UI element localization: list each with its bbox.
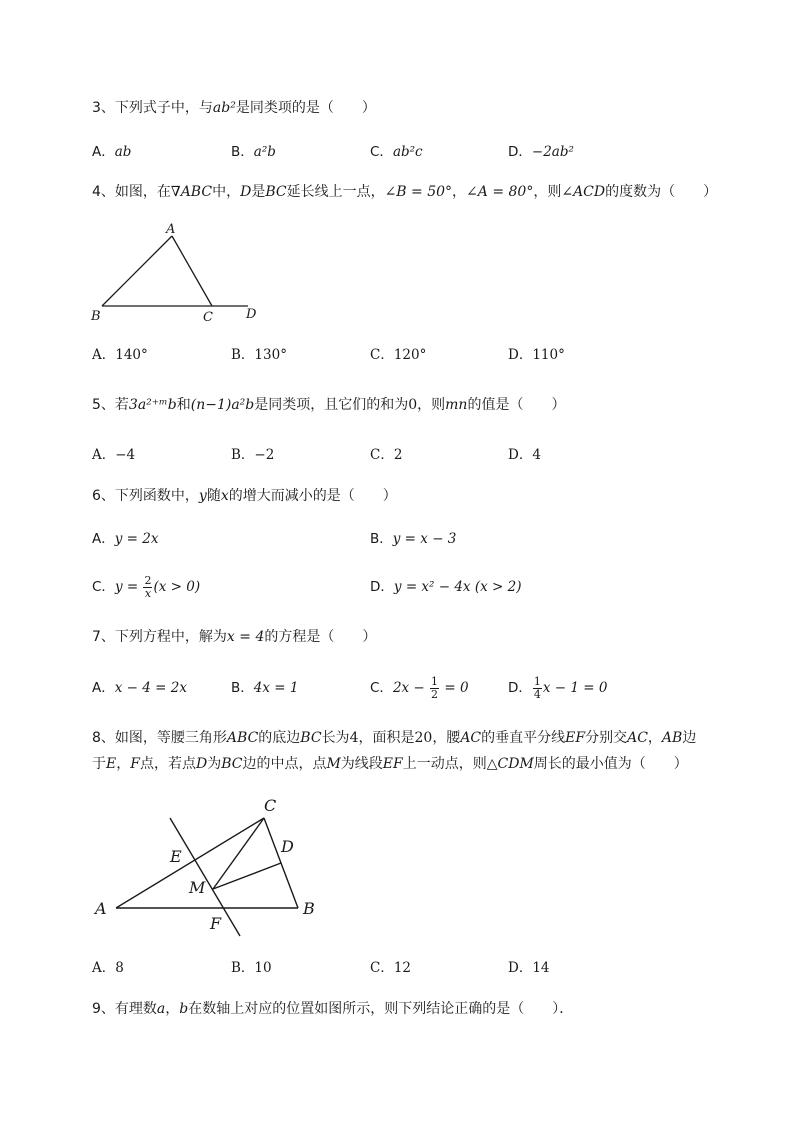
- q8-text: 8、如图，等腰三角形: [92, 730, 227, 746]
- q8-text: 分别交: [585, 730, 628, 746]
- option-label: A．: [92, 447, 116, 463]
- q9-text: 在数轴上对应的位置如图所示，则下列结论正确的是（ ）．: [188, 1001, 574, 1017]
- q6-option-b: [370, 529, 456, 549]
- q3-option-c: [370, 142, 423, 162]
- option-label: B．: [370, 531, 393, 547]
- option-value: 2x −: [392, 680, 425, 696]
- option-value: −2: [254, 447, 275, 463]
- q8-math: 4: [349, 730, 359, 746]
- q3-text: 3、下列式子中，与: [92, 100, 213, 116]
- q8-text: 为: [207, 756, 222, 772]
- q3-option-b: [231, 142, 276, 162]
- q8-text: ，腰: [432, 730, 461, 746]
- q4-text: 延长线上一点，: [286, 184, 385, 200]
- question-6-stem: [92, 486, 397, 506]
- option-value: 4x = 1: [253, 680, 299, 696]
- q8-text: 上一动点，则: [402, 756, 487, 772]
- fraction-numerator: 1: [431, 674, 439, 688]
- label-c: C: [264, 796, 277, 815]
- q4-math: ∠B = 50°: [384, 184, 453, 200]
- option-label: B．: [231, 447, 255, 463]
- option-label: D．: [508, 960, 533, 976]
- q8-math: D: [195, 756, 208, 772]
- option-label: D．: [508, 144, 532, 160]
- q8-math: EF: [565, 730, 586, 746]
- q8-text: 为线段: [340, 756, 383, 772]
- q7-option-c: [370, 673, 469, 703]
- q7-option-b: [231, 678, 298, 698]
- option-label: C．: [370, 347, 394, 363]
- q5-option-a: [92, 445, 135, 465]
- q5-math: 0: [408, 397, 418, 413]
- q4-math: ∠ACD: [561, 184, 606, 200]
- fraction-denominator: 4: [533, 687, 541, 701]
- q4-math: BC: [265, 184, 287, 200]
- q9-math: a: [156, 1001, 166, 1017]
- option-label: A．: [92, 680, 115, 696]
- q4-option-d: [508, 345, 565, 365]
- q8-text: 的底边: [258, 730, 301, 746]
- fraction-numerator: 1: [533, 674, 541, 688]
- q8-text: ，: [647, 730, 662, 746]
- q8-text: 周长的最小值为（ ）: [533, 756, 688, 772]
- q8-text: 长为: [321, 730, 350, 746]
- q8-text: 边: [682, 730, 697, 746]
- q5-math: mn: [445, 397, 468, 413]
- fraction-numerator: 2: [144, 573, 152, 587]
- q4-option-c: [370, 345, 426, 365]
- q3-expr: ab²: [212, 100, 236, 116]
- label-c: C: [203, 310, 213, 325]
- option-label: B．: [231, 347, 255, 363]
- option-label: B．: [231, 144, 254, 160]
- option-value: x − 4 = 2x: [114, 680, 187, 696]
- q8-math: △CDM: [486, 756, 534, 772]
- q3-option-d: [508, 142, 574, 162]
- q3-option-a: [92, 142, 131, 162]
- q4-math: ∠A = 80°: [466, 184, 534, 200]
- q7-option-a: [92, 678, 187, 698]
- q5-math: (n−1)a²b: [190, 397, 255, 413]
- q4-math: D: [240, 184, 252, 200]
- q8-text: ，: [116, 756, 131, 772]
- q9-math: b: [179, 1001, 189, 1017]
- option-value: y = x² − 4x (x > 2): [393, 579, 522, 595]
- option-value: 130°: [254, 347, 287, 363]
- option-label: B．: [231, 680, 254, 696]
- q7-text: 7、下列方程中，解为: [92, 629, 227, 645]
- option-value: = 0: [444, 680, 469, 696]
- q4-option-b: [231, 345, 287, 365]
- option-label: C．: [370, 680, 393, 696]
- q5-text: 和: [176, 397, 191, 413]
- label-d: D: [281, 837, 294, 856]
- q8-text: ，面积是: [358, 730, 415, 746]
- q4-text: ，则: [533, 184, 562, 200]
- option-value: y = 2x: [114, 531, 159, 547]
- option-label: D．: [508, 347, 533, 363]
- option-value: 8: [115, 960, 124, 976]
- label-d: D: [246, 307, 257, 322]
- q5-option-d: [508, 445, 541, 465]
- question-8-stem-line-2: [92, 754, 688, 774]
- perpendicular-bisector-ef: [170, 818, 240, 936]
- q7-math: x = 4: [226, 629, 265, 645]
- q8-math: AC: [627, 730, 648, 746]
- option-value: −4: [115, 447, 136, 463]
- fraction: [430, 676, 439, 701]
- segment-ab: [102, 236, 172, 306]
- q8-option-c: [370, 958, 411, 978]
- segment-cm: [213, 818, 264, 889]
- label-b: B: [303, 899, 315, 918]
- q8-text: 于: [92, 756, 106, 772]
- q4-text: 的度数为（ ）: [605, 184, 718, 200]
- q4-triangle-figure: [88, 218, 268, 326]
- option-value: 10: [254, 960, 272, 976]
- q8-option-a: [92, 958, 124, 978]
- option-label: A．: [92, 144, 115, 160]
- q4-text: 4、如图，在: [92, 184, 171, 200]
- q8-math: 20: [414, 730, 433, 746]
- q8-math: E: [106, 756, 117, 772]
- option-label: A．: [92, 960, 116, 976]
- question-3-stem: [92, 98, 376, 118]
- q3-text: 是同类项的是（ ）: [235, 100, 376, 116]
- q5-text: ，则: [417, 397, 446, 413]
- q7-option-d: [508, 673, 608, 703]
- label-e: E: [170, 847, 182, 866]
- option-label: C．: [92, 579, 115, 595]
- label-b: B: [91, 309, 101, 324]
- q4-option-a: [92, 345, 148, 365]
- option-label: A．: [92, 531, 115, 547]
- q6-text: 随: [206, 488, 221, 504]
- q8-text: 边的中点，点: [242, 756, 327, 772]
- q5-text: 是同类项，且它们的和为: [254, 397, 409, 413]
- option-label: C．: [370, 447, 394, 463]
- q7-text: 的方程是（ ）: [264, 629, 377, 645]
- option-label: B．: [231, 960, 255, 976]
- option-value: 12: [393, 960, 412, 976]
- option-value: ab: [114, 144, 132, 160]
- q4-text: 是: [251, 184, 266, 200]
- question-8-stem-line-1: [92, 728, 696, 748]
- option-value: 120°: [393, 347, 427, 363]
- q8-math: M: [326, 756, 341, 772]
- question-9-stem: [92, 999, 573, 1019]
- label-m: M: [189, 878, 206, 897]
- label-a: A: [166, 222, 176, 237]
- option-label: D．: [508, 447, 533, 463]
- q8-math: BC: [300, 730, 322, 746]
- option-label: C．: [370, 960, 394, 976]
- option-value: −2ab²: [531, 144, 574, 160]
- q5-math: 3a²⁺ᵐb: [128, 397, 177, 413]
- question-4-stem: [92, 182, 717, 202]
- fraction-denominator: 2: [431, 687, 439, 701]
- q6-text: 的增大而减小的是（ ）: [228, 488, 397, 504]
- q6-math: x: [220, 488, 229, 504]
- option-value: (x > 0): [153, 579, 201, 595]
- q8-text: 点，若点: [139, 756, 196, 772]
- q6-option-a: [92, 529, 158, 549]
- segment-md: [213, 863, 281, 889]
- q8-math: BC: [221, 756, 243, 772]
- segment-ac: [172, 236, 212, 306]
- q6-text: 6、下列函数中，: [92, 488, 199, 504]
- q8-triangle-figure: [88, 790, 328, 940]
- q4-text: 中，: [212, 184, 241, 200]
- q9-text: 9、有理数: [92, 1001, 157, 1017]
- q6-option-c: [92, 572, 200, 602]
- option-value: x − 1 = 0: [542, 680, 608, 696]
- question-5-stem: [92, 395, 565, 415]
- fraction-denominator: x: [144, 586, 152, 600]
- label-a: A: [95, 899, 107, 918]
- q8-math: AB: [661, 730, 683, 746]
- q6-math: y: [198, 488, 207, 504]
- option-value: 4: [532, 447, 541, 463]
- option-value: 2: [393, 447, 403, 463]
- q5-text: 的值是（ ）: [467, 397, 566, 413]
- q8-math: AC: [460, 730, 482, 746]
- option-label: D．: [508, 680, 532, 696]
- label-f: F: [210, 914, 222, 933]
- option-value: 14: [532, 960, 550, 976]
- q8-math: ABC: [226, 730, 259, 746]
- q9-text: ，: [165, 1001, 180, 1017]
- q8-option-d: [508, 958, 550, 978]
- option-value: a²b: [253, 144, 276, 160]
- q8-math: EF: [382, 756, 403, 772]
- q8-math: F: [130, 756, 140, 772]
- q6-option-d: [370, 577, 521, 597]
- q5-option-b: [231, 445, 274, 465]
- q8-text: 的垂直平分线: [481, 730, 566, 746]
- option-value: y =: [114, 579, 139, 595]
- option-label: A．: [92, 347, 116, 363]
- option-value: 140°: [115, 347, 148, 363]
- option-value: ab²c: [392, 144, 423, 160]
- option-label: C．: [370, 144, 393, 160]
- option-value: 110°: [532, 347, 565, 363]
- q8-option-b: [231, 958, 272, 978]
- q5-text: 5、若: [92, 397, 129, 413]
- option-value: y = x − 3: [392, 531, 457, 547]
- fraction: [143, 575, 152, 600]
- question-7-stem: [92, 627, 376, 647]
- fraction: [533, 676, 542, 701]
- q5-option-c: [370, 445, 402, 465]
- option-label: D．: [370, 579, 394, 595]
- q4-text: ，: [452, 184, 467, 200]
- q4-math: ∇ABC: [170, 184, 213, 200]
